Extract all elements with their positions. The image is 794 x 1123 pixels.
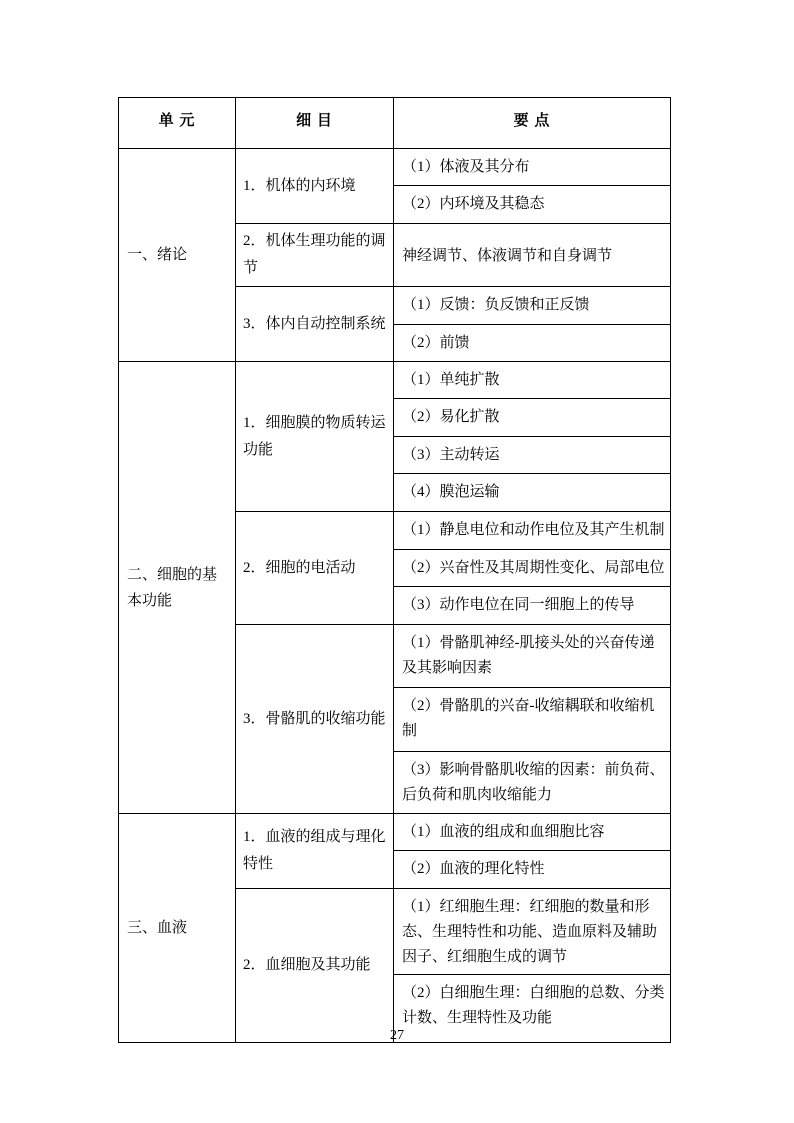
point-cell: （1）骨骼肌神经-肌接头处的兴奋传递及其影响因素: [394, 625, 671, 688]
detail-cell: 1．细胞膜的物质转运功能: [236, 362, 394, 512]
point-cell: （1）静息电位和动作电位及其产生机制: [394, 512, 671, 550]
unit-cell: 三、血液: [119, 814, 236, 1043]
point-cell: （3）主动转运: [394, 437, 671, 474]
point-cell: （2）血液的理化特性: [394, 851, 671, 889]
table-row: [119, 814, 671, 851]
page-number: 27: [390, 1028, 404, 1043]
unit-cell: 二、细胞的基本功能: [119, 362, 236, 814]
point-cell: （2）兴奋性及其周期性变化、局部电位: [394, 550, 671, 587]
point-cell: （1）单纯扩散: [394, 362, 671, 399]
point-cell: （2）白细胞生理：白细胞的总数、分类计数、生理特性及功能: [394, 975, 671, 1043]
column-header-unit: 单 元: [119, 98, 236, 149]
point-cell: （1）红细胞生理：红细胞的数量和形态、生理特性和功能、造血原料及辅助因子、红细胞生成的调节: [394, 889, 671, 975]
detail-cell: 3．体内自动控制系统: [236, 287, 394, 362]
point-cell: （2）前馈: [394, 325, 671, 362]
table-row: [119, 149, 671, 186]
table-row: [119, 362, 671, 399]
detail-cell: 2．机体生理功能的调节: [236, 224, 394, 287]
point-cell: （1）体液及其分布: [394, 149, 671, 186]
point-cell: 神经调节、体液调节和自身调节: [394, 224, 671, 287]
detail-cell: 2．细胞的电活动: [236, 512, 394, 625]
column-header-detail: 细 目: [236, 98, 394, 149]
detail-cell: 1．血液的组成与理化特性: [236, 814, 394, 889]
point-cell: （2）内环境及其稳态: [394, 186, 671, 224]
point-cell: （1）血液的组成和血细胞比容: [394, 814, 671, 851]
detail-cell: 2．血细胞及其功能: [236, 889, 394, 1043]
point-cell: （2）易化扩散: [394, 399, 671, 437]
point-cell: （3）影响骨骼肌收缩的因素：前负荷、后负荷和肌肉收缩能力: [394, 752, 671, 814]
table-header-row: [119, 98, 671, 149]
unit-cell: 一、绪论: [119, 149, 236, 362]
syllabus-table: [118, 97, 671, 1043]
point-cell: （3）动作电位在同一细胞上的传导: [394, 587, 671, 625]
point-cell: （1）反馈：负反馈和正反馈: [394, 287, 671, 325]
point-cell: （4）膜泡运输: [394, 474, 671, 512]
point-cell: （2）骨骼肌的兴奋-收缩耦联和收缩机制: [394, 688, 671, 752]
detail-cell: 3．骨骼肌的收缩功能: [236, 625, 394, 814]
detail-cell: 1．机体的内环境: [236, 149, 394, 224]
column-header-points: 要 点: [394, 98, 671, 149]
